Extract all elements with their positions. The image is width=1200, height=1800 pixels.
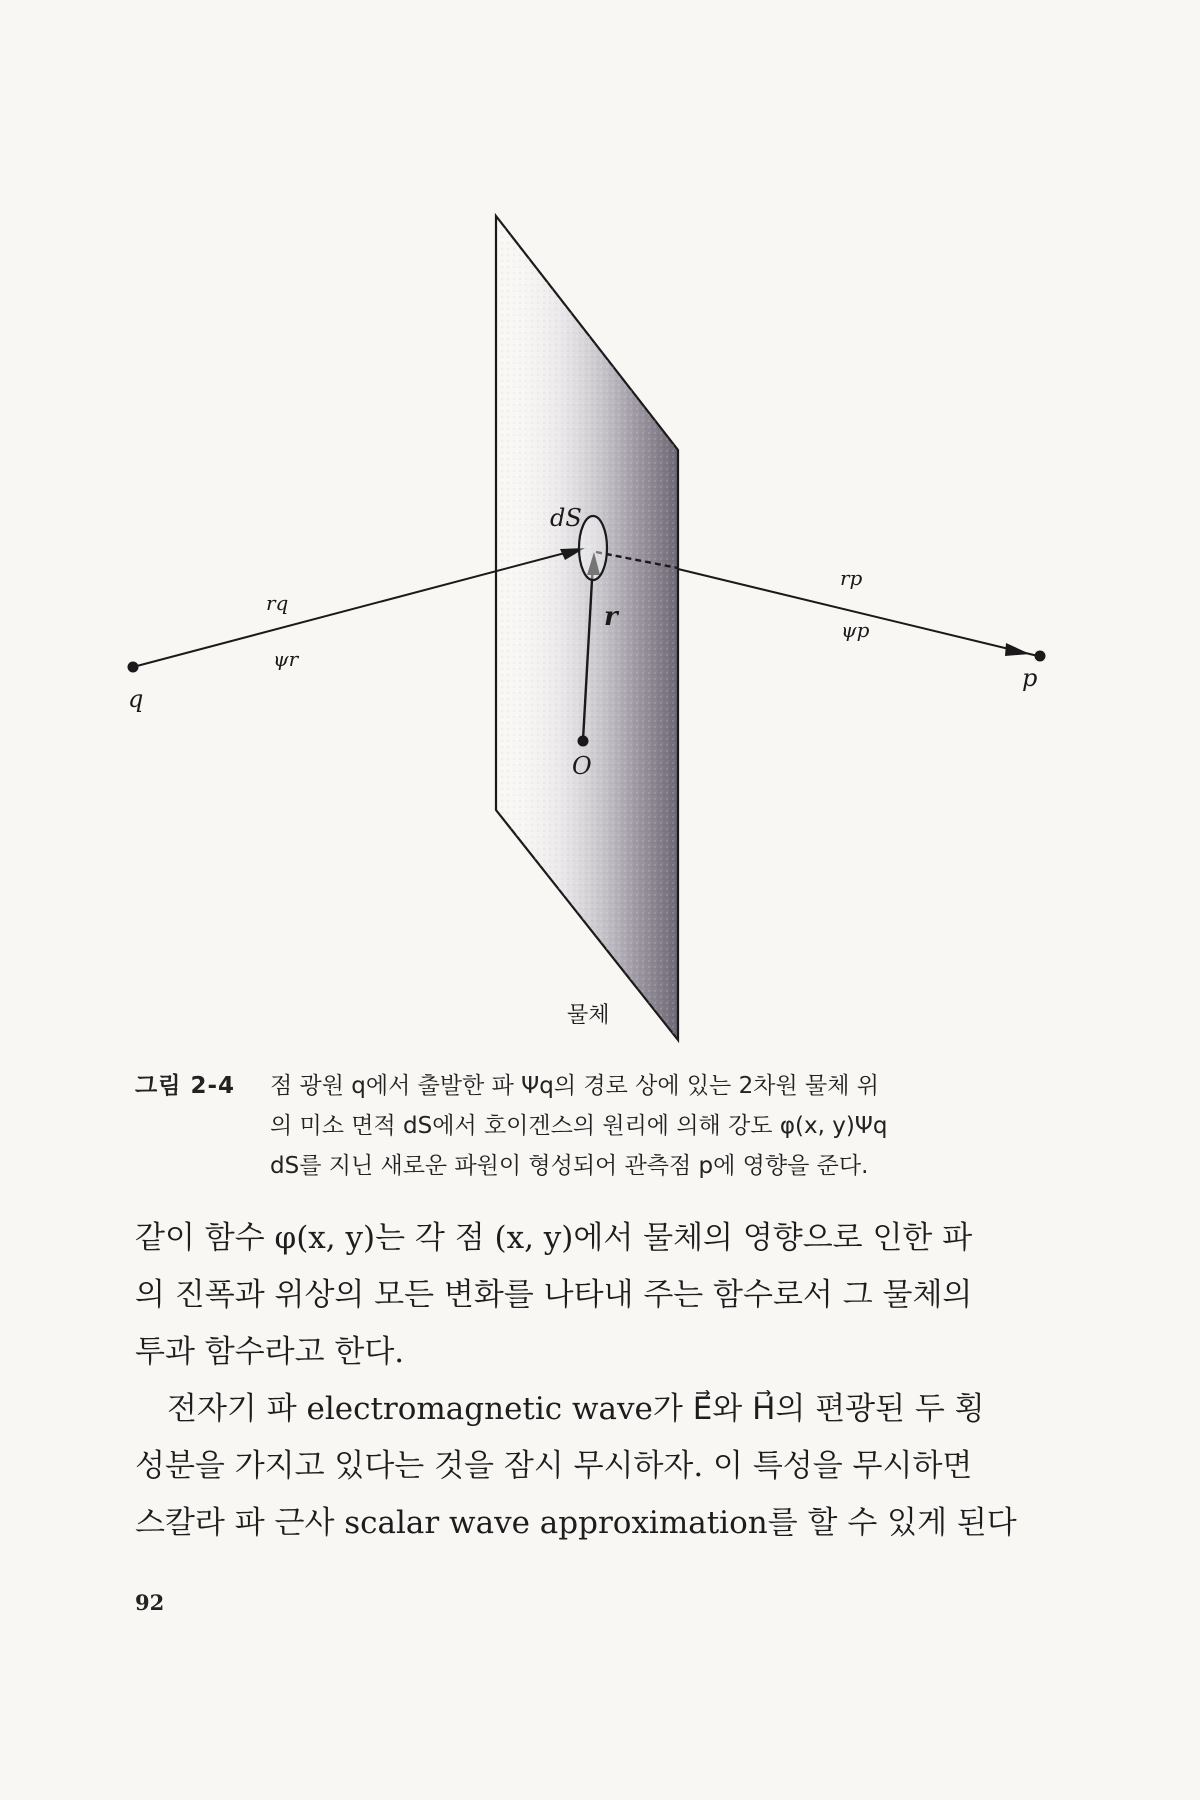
paragraph-2-line-3: 스칼라 파 근사 scalar wave approximation를 할 수 있게 된다 (135, 1505, 1017, 1541)
caption-line-3: dS를 지닌 새로운 파원이 형성되어 관측점 p에 영향을 준다. (270, 1153, 869, 1179)
ds-area-element (579, 516, 607, 580)
label-psi-q: ψr (273, 647, 299, 671)
paragraph-2 (135, 1381, 1045, 1552)
paragraph-1 (135, 1210, 1045, 1381)
label-r (604, 602, 620, 632)
label-rq: rq (266, 591, 289, 615)
label-r-text: r (604, 602, 618, 632)
label-q: q (128, 685, 144, 713)
page-number: 92 (135, 1590, 165, 1615)
caption-body (270, 1066, 1045, 1186)
object-plane-texture (496, 216, 678, 1040)
label-p: p (1022, 664, 1038, 692)
paragraph-1-line-2: 의 진폭과 위상의 모든 변화를 나타내 주는 함수로서 그 물체의 (135, 1277, 973, 1313)
outgoing-ray-arrowhead (1005, 643, 1030, 656)
figure-caption (135, 1066, 1045, 1186)
caption-line-1: 점 광원 q에서 출발한 파 Ψq의 경로 상에 있는 2차원 물체 위 (270, 1073, 879, 1099)
paragraph-2-line-1: 전자기 파 electromagnetic wave가 E⃗와 H⃗의 편광된 두 횡 (167, 1391, 985, 1427)
label-psi-p: ψp (841, 618, 870, 642)
caption-line-2: 의 미소 면적 dS에서 호이겐스의 원리에 의해 강도 φ(x, y)Ψq (270, 1113, 888, 1139)
label-object: 물체 (567, 1003, 610, 1028)
origin-point-o (578, 736, 589, 747)
paragraph-1-line-1: 같이 함수 φ(x, y)는 각 점 (x, y)에서 물체의 영향으로 인한 파 (135, 1220, 973, 1256)
label-rp: rp (840, 566, 863, 590)
body-text (135, 1210, 1045, 1552)
source-point-q (128, 662, 139, 673)
paragraph-1-line-3: 투과 함수라고 한다. (135, 1334, 405, 1370)
caption-label: 그림 2-4 (135, 1073, 235, 1099)
label-ds: dS (550, 504, 582, 532)
observation-point-p (1035, 651, 1046, 662)
label-o: O (572, 752, 592, 780)
paragraph-2-line-2: 성분을 가지고 있다는 것을 잠시 무시하자. 이 특성을 무시하면 (135, 1448, 973, 1484)
